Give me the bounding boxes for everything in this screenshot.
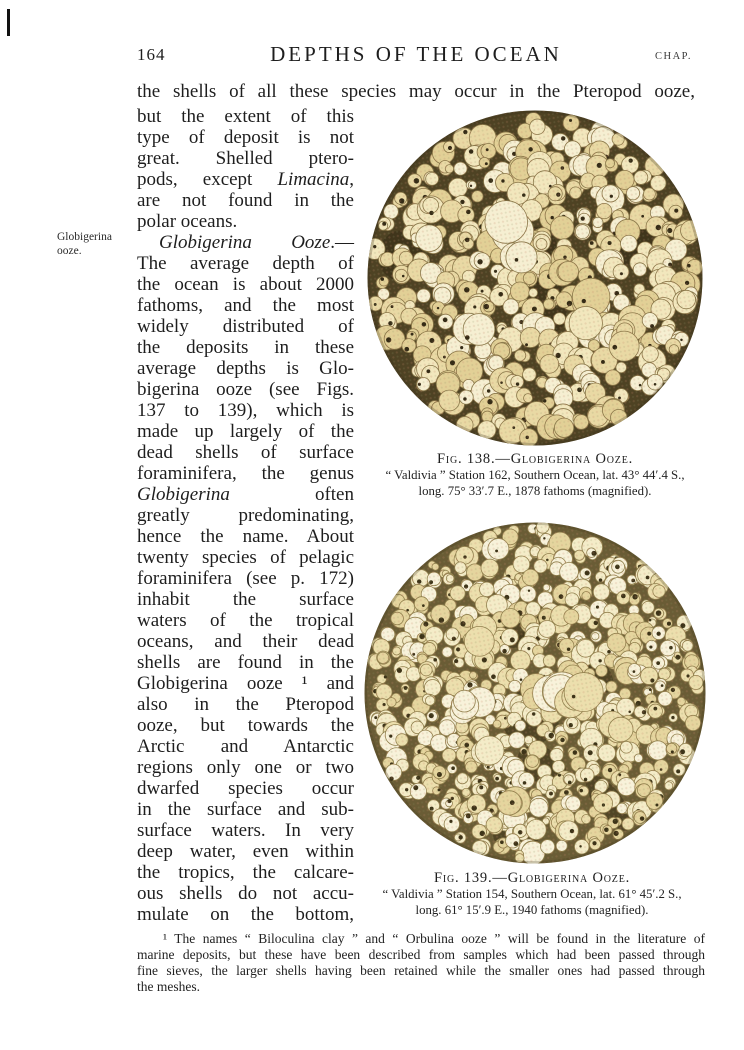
text-line: type of deposit is not bbox=[137, 127, 354, 148]
text-line: ooze, but towards the bbox=[137, 715, 354, 736]
margin-note-line: ooze. bbox=[57, 244, 82, 257]
text-line: also in the Pteropod bbox=[137, 694, 354, 715]
page-title: DEPTHS OF THE OCEAN bbox=[270, 42, 562, 66]
text-line: but the extent of this bbox=[137, 106, 354, 127]
text-line: the deposits in these bbox=[137, 337, 354, 358]
text-line: foraminifera (see p. 172) bbox=[137, 568, 354, 589]
text-line: bigerina ooze (see Figs. bbox=[137, 379, 354, 400]
text-line: made up largely of the bbox=[137, 421, 354, 442]
text-line: ous shells do not accu- bbox=[137, 883, 354, 904]
intro-line: the shells of all these species may occur in the Pteropod ooze, bbox=[137, 81, 695, 102]
text-line: average depths is Glo- bbox=[137, 358, 354, 379]
text-line: regions only one or two bbox=[137, 757, 354, 778]
figure-caption-line: long. 61° 15′.9 E., 1940 fathoms (magnified). bbox=[415, 902, 649, 917]
text-line: marine deposits, but these have been described from samples which had been passed through bbox=[137, 947, 705, 962]
text-line: twenty species of pelagic bbox=[137, 547, 354, 568]
text-line: the tropics, the calcare- bbox=[137, 862, 354, 883]
text-line: oceans, and their dead bbox=[137, 631, 354, 652]
margin-note bbox=[57, 231, 129, 258]
text-line: mulate on the bottom, bbox=[137, 904, 354, 925]
text-line: are not found in the bbox=[137, 190, 354, 211]
figure-caption-line: “ Valdivia ” Station 162, Southern Ocean, lat. 43° 44′.4 S., bbox=[385, 468, 685, 482]
text-line: foraminifera, the genus bbox=[137, 463, 354, 484]
figure-caption-title: Fig. 138.—Globigerina Ooze. bbox=[436, 451, 634, 467]
text-line: dwarfed species occur bbox=[137, 778, 354, 799]
globigerina-ooze-photo-139 bbox=[364, 522, 706, 864]
text-line: dead shells of surface bbox=[137, 442, 354, 463]
text-line: the meshes. bbox=[137, 979, 200, 994]
scan-artifact bbox=[7, 9, 10, 36]
text-line: Globigerina Ooze.— bbox=[159, 232, 354, 253]
text-column bbox=[137, 106, 354, 925]
margin-note-line: Globigerina bbox=[57, 231, 112, 243]
text-line: waters of the tropical bbox=[137, 610, 354, 631]
text-line: fine sieves, the larger shells having been retained while the smaller ones had passed through bbox=[137, 963, 705, 978]
figure-138-caption bbox=[357, 451, 713, 499]
figure-caption-line: “ Valdivia ” Station 154, Southern Ocean, lat. 61° 45′.2 S., bbox=[382, 887, 682, 901]
figure-139 bbox=[364, 522, 724, 918]
text-line: deep water, even within bbox=[137, 841, 354, 862]
text-line: polar oceans. bbox=[137, 211, 238, 232]
text-line: hence the name. About bbox=[137, 526, 354, 547]
text-line: great. Shelled ptero- bbox=[137, 148, 354, 169]
figure-139-caption bbox=[352, 870, 712, 918]
footnote bbox=[137, 931, 705, 995]
globigerina-ooze-photo-138 bbox=[367, 110, 703, 446]
text-line: shells are found in the bbox=[137, 652, 354, 673]
text-line: ¹ The names “ Biloculina clay ” and “ Orbulina ooze ” will be found in the literature of bbox=[163, 931, 705, 946]
text-line: fathoms, and the most bbox=[137, 295, 354, 316]
text-line: The average depth of bbox=[137, 253, 354, 274]
text-line: Globigerina often bbox=[137, 484, 354, 505]
text-line: surface waters. In very bbox=[137, 820, 354, 841]
text-line: greatly predominating, bbox=[137, 505, 354, 526]
text-line: inhabit the surface bbox=[137, 589, 354, 610]
figure-caption-line: long. 75° 33′.7 E., 1878 fathoms (magnified). bbox=[418, 483, 652, 498]
text-line: pods, except Limacina, bbox=[137, 169, 354, 190]
text-line: 137 to 139), which is bbox=[137, 400, 354, 421]
text-line: Globigerina ooze ¹ and bbox=[137, 673, 354, 694]
text-line: in the surface and sub- bbox=[137, 799, 354, 820]
text-line: Arctic and Antarctic bbox=[137, 736, 354, 757]
text-line: widely distributed of bbox=[137, 316, 354, 337]
figure-caption-title: Fig. 139.—Globigerina Ooze. bbox=[433, 870, 631, 886]
figure-138 bbox=[367, 110, 723, 499]
text-line: the ocean is about 2000 bbox=[137, 274, 354, 295]
page-number: 164 bbox=[137, 45, 166, 64]
chapter-label: CHAP. bbox=[655, 51, 692, 62]
